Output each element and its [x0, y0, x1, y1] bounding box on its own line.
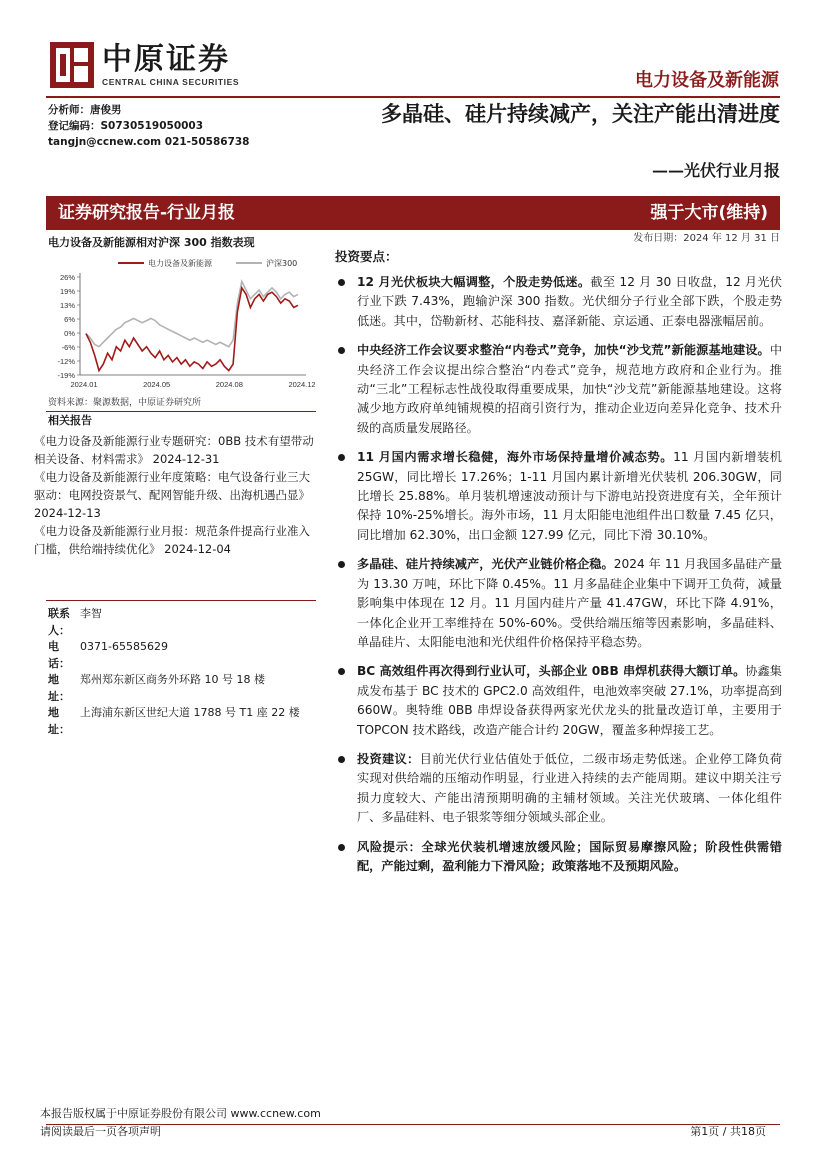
y-tick-label: -6% — [61, 343, 75, 352]
related-report[interactable]: 《电力设备及新能源行业月报：规范条件提高行业准入门槛，供给端持续优化》 2024-12-04 — [34, 524, 310, 556]
contact-person-label: 联系人： — [48, 607, 70, 637]
key-point-body: 截至 12 月 30 日收盘，12 月光伏行业下跌 7.43%，跑输沪深 300 指数。光伏细分子行业全部下跌，个股走势低迷。其中，岱勒新材、芯能科技、嘉泽新能、京运通、正泰电器涨幅居前。 — [357, 275, 782, 328]
key-point — [335, 838, 782, 877]
sector-title: 电力设备及新能源 — [635, 70, 779, 91]
report-type: 证券研究报告-行业月报 — [58, 203, 236, 223]
x-tick-label: 2024.08 — [215, 380, 243, 389]
related-reports-title: 相关报告 — [48, 414, 92, 427]
y-tick-label: -19% — [57, 371, 75, 380]
report-banner — [46, 196, 780, 230]
company-logo — [50, 42, 260, 90]
y-tick-label: 13% — [59, 301, 75, 310]
bullet-dot-icon — [338, 668, 345, 675]
footer-disclaimer: 请阅读最后一页各项声明 — [40, 1125, 161, 1138]
report-title: 多晶硅、硅片持续减产，关注产能出清进度 — [381, 101, 780, 126]
footer-rule — [46, 1124, 780, 1125]
analyst-name: 唐俊男 — [90, 104, 122, 116]
logo-mark-icon — [50, 42, 94, 88]
series-line — [86, 281, 298, 346]
x-tick-label: 2024.01 — [70, 380, 98, 389]
contact-person: 李智 — [80, 607, 102, 620]
phone-number: 0371-65585629 — [80, 640, 168, 653]
address-shanghai: 上海浦东新区世纪大道 1788 号 T1 座 22 楼 — [80, 706, 300, 719]
key-point-lead: 中央经济工作会议要求整治“内卷式”竞争，加快“沙戈荒”新能源基地建设。 — [357, 343, 770, 358]
section-rule — [46, 600, 316, 601]
x-tick-label: 2024.05 — [143, 380, 171, 389]
key-point-lead: 11 月国内需求增长稳健，海外市场保持量增价减态势。 — [357, 450, 674, 465]
reg-number: S0730519050003 — [100, 120, 204, 132]
bullet-dot-icon — [338, 454, 345, 461]
footer-copyright — [40, 1105, 321, 1141]
bullet-dot-icon — [338, 756, 345, 763]
logo-text-cn: 中原证券 — [102, 42, 230, 77]
performance-chart — [48, 253, 318, 393]
legend-label: 电力设备及新能源 — [148, 259, 212, 268]
key-point-body: 11 月国内新增装机 25GW，同比增长 17.26%；1-11 月国内累计新增光伏装机 206.30GW，同比增长 25.88%。单月装机增速波动预计与下游电站投资进度有关，全年预计保持 10%-25%增长。海外市场，11 月太阳能电池组件出口数量 7.45 亿只，同比增加 62.30%，出口金额 127.99 亿元，同比下滑 30.10%。 — [357, 450, 782, 542]
related-reports-list — [34, 432, 316, 558]
y-tick-label: 26% — [59, 273, 75, 282]
key-point-lead: BC 高效组件再次得到行业认可，头部企业 0BB 串焊机获得大额订单。 — [357, 664, 746, 679]
key-point-body: 2024 年 11 月我国多晶硅产量为 13.30 万吨，环比下降 0.45%。11 月多晶硅企业集中下调开工负荷，减量影响集中体现在 12 月。11 月国内硅片产量 41.47GW，环比下降 4.91%，一体化企业开工率维持在 50%-60%。受供给端压缩等因素影响，多晶硅料、单晶硅片、太阳能电池和光伏组件价格保持平稳态势。 — [357, 557, 783, 649]
key-points-list — [335, 273, 782, 876]
key-point-lead: 12 月光伏板块大幅调整，个股走势低迷。 — [357, 275, 591, 289]
key-point-lead: 多晶硅、硅片持续减产，光伏产业链价格企稳。 — [357, 557, 614, 572]
header-rule — [46, 96, 780, 98]
chart-title: 电力设备及新能源相对沪深 300 指数表现 — [48, 236, 255, 249]
key-point — [335, 273, 782, 331]
analyst-contact: tangjn@ccnew.com 021-50586738 — [48, 136, 250, 148]
logo-text-en: CENTRAL CHINA SECURITIES — [102, 77, 240, 87]
key-point — [335, 750, 782, 828]
key-point — [335, 555, 782, 652]
y-tick-label: 0% — [64, 329, 75, 338]
address-label: 地址： — [48, 706, 70, 736]
bullet-dot-icon — [338, 279, 345, 286]
y-tick-label: 19% — [59, 287, 75, 296]
bullet-dot-icon — [338, 561, 345, 568]
reg-label: 登记编码： — [48, 120, 101, 132]
bullet-dot-icon — [338, 844, 345, 851]
report-subtitle: ——光伏行业月报 — [651, 161, 780, 180]
key-point-lead: 投资建议： — [357, 751, 420, 766]
key-point — [335, 662, 782, 740]
chart-source: 资料来源：聚源数据，中原证券研究所 — [48, 398, 202, 408]
rating: 强于大市(维持) — [650, 203, 768, 223]
contact-info — [48, 606, 318, 738]
x-tick-label: 2024.12 — [288, 380, 316, 389]
key-point — [335, 341, 782, 438]
y-tick-label: -12% — [57, 357, 75, 366]
phone-label: 电话： — [48, 640, 70, 670]
key-points-title: 投资要点： — [335, 249, 398, 264]
section-rule — [46, 411, 316, 412]
legend-label: 沪深300 — [266, 259, 298, 268]
footer-line: 本报告版权属于中原证券股份有限公司 www.ccnew.com — [40, 1107, 321, 1120]
key-point-lead: 风险提示：全球光伏装机增速放缓风险；国际贸易摩擦风险；阶段性供需错配，产能过剩，盈利能力下滑风险；政策落地不及预期风险。 — [357, 839, 782, 873]
page-number: 第1页 / 共18页 — [690, 1125, 766, 1138]
key-point-body: 目前光伏行业估值处于低位，二级市场走势低迷。企业停工降负荷实现对供给端的压缩动作明显，行业进入持续的去产能周期。建议中期关注亏损力度较大、产能出清预期明确的主辅材领域。关注光伏玻璃、一体化组件厂、多晶硅料、电子银浆等细分领域头部企业。 — [357, 751, 783, 825]
key-point — [335, 448, 782, 545]
related-report[interactable]: 《电力设备及新能源行业专题研究：0BB 技术有望带动相关设备、材料需求》 2024-12-31 — [34, 434, 314, 466]
bullet-dot-icon — [338, 347, 345, 354]
key-point-body: 协鑫集成发布基于 BC 技术的 GPC2.0 高效组件，电池效率突破 27.1%，功率提高到 660W。奥特维 0BB 串焊设备获得两家光伏龙头的批量改造订单，主要用于 TOPCON 技术路线，改造产能合计约 20GW，覆盖多种焊接工艺。 — [357, 664, 782, 737]
publish-date: 发布日期：2024 年 12 月 31 日 — [633, 233, 780, 244]
key-point-body: 中央经济工作会议提出综合整治“内卷式”竞争，规范地方政府和企业行为。推动“三北”工程标志性战役取得重要成果，加快“沙戈荒”新能源基地建设。这将减少地方政府单纯铺规模的招商引资行为，推动企业迈向差异化竞争、技术升级的高质量发展路径。 — [357, 343, 782, 435]
related-report[interactable]: 《电力设备及新能源行业年度策略：电气设备行业三大驱动：电网投资景气、配网智能升级、出海机遇凸显》 2024-12-13 — [34, 470, 310, 520]
analyst-label: 分析师： — [48, 104, 90, 116]
address-zhengzhou: 郑州郑东新区商务外环路 10 号 18 楼 — [80, 673, 265, 686]
analyst-info — [48, 102, 250, 150]
y-tick-label: 6% — [64, 315, 75, 324]
address-label: 地址： — [48, 673, 70, 703]
